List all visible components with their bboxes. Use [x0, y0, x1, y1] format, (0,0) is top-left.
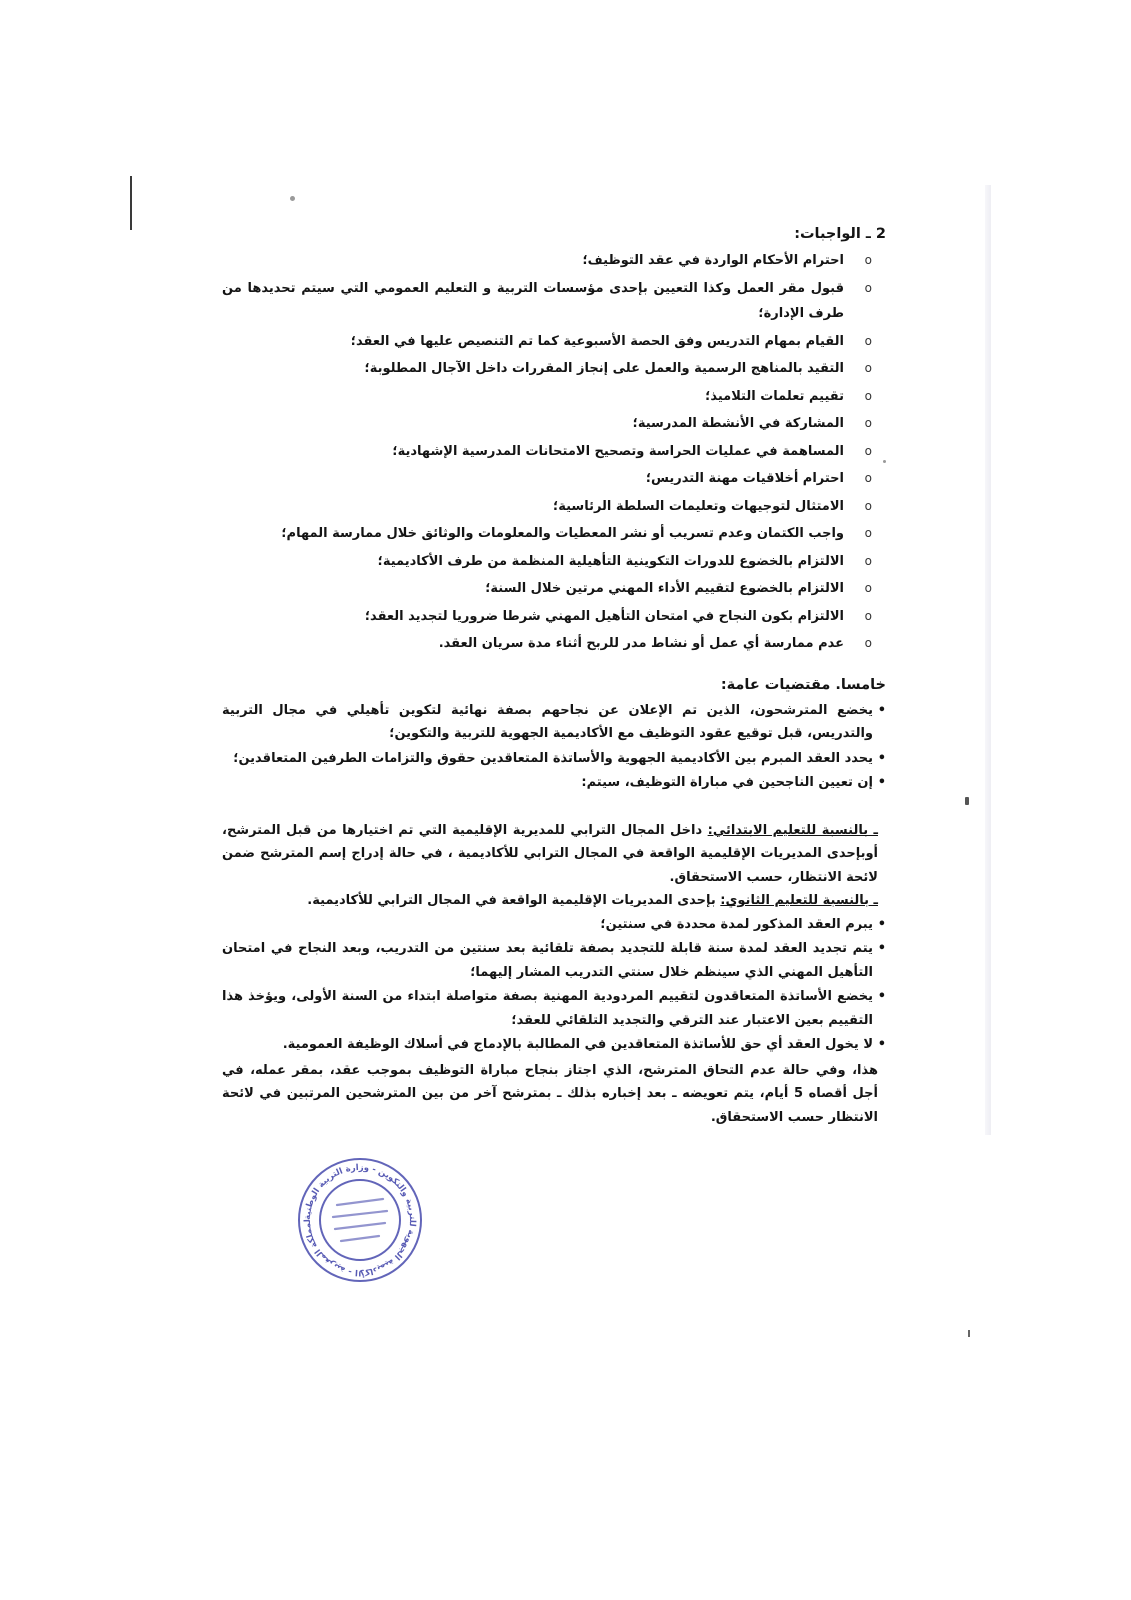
- circle-bullet-icon: o: [864, 388, 872, 403]
- circle-bullet-icon: o: [864, 526, 872, 540]
- bullet-icon: •: [877, 941, 886, 956]
- provision-item: • يخضع الأساتذة المتعاقدون لتقييم المردودية المهنية بصفة متواصلة ابتداء من السنة الأولى، ويؤخذ هذا التقييم بعين الاعتبار عند الترقي والتجديد التلقائي للعقد؛: [222, 985, 886, 1032]
- duty-item: o المشاركة في الأنشطة المدرسية؛: [222, 411, 886, 437]
- provision-item: • لا يخول العقد أي حق للأساتذة المتعاقدين في المطالبة بالإدماج في أسلاك الوظيفة العمومية.: [222, 1033, 886, 1057]
- duty-item: o احترام أخلاقيات مهنة التدريس؛: [222, 466, 886, 492]
- duty-item: o واجب الكتمان وعدم تسريب أو نشر المعطيات والمعلومات والوثائق خلال ممارسة المهام؛: [222, 521, 886, 547]
- circle-bullet-icon: o: [864, 253, 872, 267]
- secondary-education-label: ـ بالنسبة للتعليم الثانوي:: [720, 893, 878, 908]
- official-stamp: [295, 1155, 425, 1285]
- provision-item: • يتم تجديد العقد لمدة سنة قابلة للتجديد بصفة تلقائية بعد سنتين من التدريب، وبعد النجاح في امتحان التأهيل المهني الذي سينظم خلال سنتي التدريب المشار إليهما؛: [222, 937, 886, 984]
- duty-item: o قبول مقر العمل وكذا التعيين بإحدى مؤسسات التربية و التعليم العمومي التي سيتم تحديدها من طرف الإدارة؛: [222, 276, 886, 327]
- circle-bullet-icon: o: [864, 608, 872, 623]
- bullet-icon: •: [877, 1037, 886, 1052]
- duty-item: o تقييم تعلمات التلاميذ؛: [222, 384, 886, 410]
- primary-education-text: داخل المجال الترابي للمديرية الإقليمية التي تم اختيارها من قبل المترشح، أوبإحدى المديريات الإقليمية الواقعة في المجال الترابي للأكاديمية ، في حالة إدراج إسم المترشح ضمن لائحة الانتظار، حسب الاستحقاق.: [222, 822, 878, 885]
- circle-bullet-icon: o: [864, 553, 872, 568]
- duty-item: o الالتزام بكون النجاح في امتحان التأهيل المهني شرطا ضروريا لتجديد العقد؛: [222, 604, 886, 630]
- scan-edge-right: [985, 185, 991, 1135]
- scan-speck: [965, 797, 969, 805]
- secondary-education-text: بإحدى المديريات الإقليمية الواقعة في المجال الترابي للأكاديمية.: [307, 893, 721, 908]
- bullet-icon: •: [877, 989, 886, 1004]
- duty-item: o احترام الأحكام الواردة في عقد التوظيف؛: [222, 248, 886, 274]
- primary-education-clause: [222, 819, 886, 890]
- circle-bullet-icon: o: [864, 443, 872, 458]
- scan-speck: [968, 1330, 970, 1337]
- section-heading-duties: 2 ـ الواجبات:: [794, 226, 886, 242]
- duty-item: o الالتزام بالخضوع لتقييم الأداء المهني مرتين خلال السنة؛: [222, 576, 886, 602]
- duty-item: o التقيد بالمناهج الرسمية والعمل على إنجاز المقررات داخل الآجال المطلوبة؛: [222, 356, 886, 382]
- duties-list: [222, 248, 886, 657]
- scan-speck: [290, 196, 295, 201]
- circle-bullet-icon: o: [864, 581, 872, 595]
- stamp-ring-text: لمملكة المغربية - الأكاديمية الجهوية للتربية والتكوين - وزارة التربية الوطنية: [302, 1162, 418, 1278]
- duty-item: o الامتثال لتوجيهات وتعليمات السلطة الرئاسية؛: [222, 494, 886, 520]
- general-provisions-list: [222, 699, 886, 795]
- secondary-education-clause: [222, 889, 886, 913]
- document-body: [222, 222, 886, 1129]
- circle-bullet-icon: o: [864, 498, 872, 513]
- primary-education-label: ـ بالنسبة للتعليم الابتدائي:: [707, 822, 878, 838]
- circle-bullet-icon: o: [864, 333, 872, 348]
- circle-bullet-icon: o: [864, 416, 872, 430]
- contract-terms-list: [222, 913, 886, 1057]
- duty-item: o المساهمة في عمليات الحراسة وتصحيح الامتحانات المدرسية الإشهادية؛: [222, 439, 886, 465]
- provision-item: • يخضع المترشحون، الذين تم الإعلان عن نجاحهم بصفة نهائية لتكوين تأهيلي في مجال التربية والتدريس، قبل توقيع عقود التوظيف مع الأكاديمية الجهوية للتربية والتكوين؛: [222, 699, 886, 746]
- bullet-icon: •: [877, 750, 886, 766]
- closing-paragraph: هذا، وفي حالة عدم التحاق المترشح، الذي اجتاز بنجاح مباراة التوظيف بموجب عقد، بمقر عمله، في أجل أقصاه 5 أيام، يتم تعويضه ـ بعد إخباره بذلك ـ بمترشح آخر من بين المترشحين المرتبين في لائحة الانتظار حسب الاستحقاق.: [222, 1062, 878, 1125]
- section-heading-general-provisions: خامسا. مقتضيات عامة:: [720, 676, 886, 693]
- scan-edge-left: [130, 176, 132, 230]
- circle-bullet-icon: o: [864, 280, 872, 295]
- duty-item: o الالتزام بالخضوع للدورات التكوينية التأهيلية المنظمة من طرف الأكاديمية؛: [222, 549, 886, 575]
- provision-item: • يبرم العقد المذكور لمدة محددة في سنتين؛: [222, 913, 886, 937]
- bullet-icon: •: [877, 916, 886, 932]
- bullet-icon: •: [877, 775, 886, 790]
- duty-item: o القيام بمهام التدريس وفق الحصة الأسبوعية كما تم التنصيص عليها في العقد؛: [222, 329, 886, 355]
- duty-item: o عدم ممارسة أي عمل أو نشاط مدر للربح أثناء مدة سريان العقد.: [222, 631, 886, 657]
- provision-item: • يحدد العقد المبرم بين الأكاديمية الجهوية والأساتذة المتعاقدين حقوق والتزامات الطرفين المتعاقدين؛: [222, 747, 886, 771]
- provision-item: • إن تعيين الناجحين في مباراة التوظيف، سيتم:: [222, 771, 886, 795]
- bullet-icon: •: [877, 702, 886, 718]
- circle-bullet-icon: o: [864, 636, 872, 650]
- circle-bullet-icon: o: [864, 361, 872, 375]
- circle-bullet-icon: o: [864, 471, 872, 485]
